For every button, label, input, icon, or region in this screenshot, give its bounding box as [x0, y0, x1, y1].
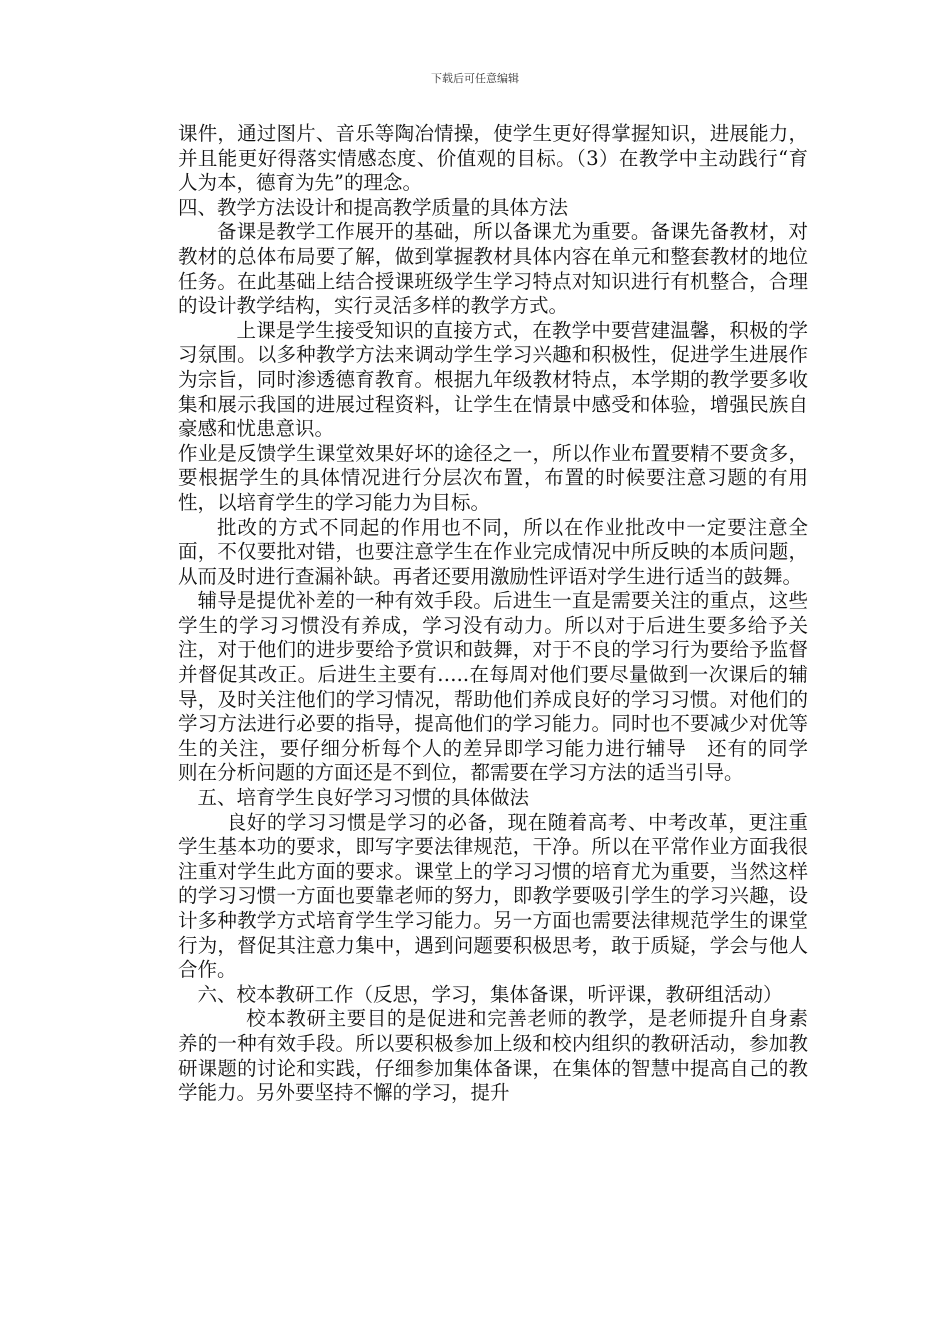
section-heading-4: 四、教学方法设计和提高教学质量的具体方法 [178, 195, 569, 219]
paragraph-grading: 批改的方式不同起的作用也不同，所以在作业批改中一定要注意全面，不仅要批对错，也要注意学生在作业完成情况中所反映的本质问题，从而及时进行查漏补缺。再者还要用激励性评语对学生进行适当的鼓舞。 [178, 515, 808, 588]
document-body [178, 122, 828, 1106]
paragraph-homework: 作业是反馈学生课堂效果好坏的途径之一，所以作业布置要精不要贪多，要根据学生的具体情况进行分层次布置，布置的时候要注意习题的有用性，以培育学生的学习能力为目标。 [178, 441, 808, 514]
paragraph-class: 上课是学生接受知识的直接方式，在教学中要营建温馨，积极的学习氛围。以多种教学方法来调动学生学习兴趣和积极性，促进学生进展作为宗旨，同时渗透德育教育。根据九年级教材特点，本学期的教学要多收集和展示我国的进展过程资料，让学生在情景中感受和体验，增强民族自豪感和忧患意识。 [178, 318, 808, 441]
paragraph-research: 校本教研主要目的是促进和完善老师的教学，是老师提升自身素养的一种有效手段。所以要积极参加上级和校内组织的教研活动，参加教研课题的讨论和实践，仔细参加集体备课，在集体的智慧中提高自己的教学能力。另外要坚持不懈的学习，提升 [178, 1007, 808, 1105]
page-header: 下载后可任意编辑 [431, 72, 519, 85]
paragraph-tutoring: 辅导是提优补差的一种有效手段。后进生一直是需要关注的重点，这些学生的学习习惯没有养成，学习没有动力。所以对于后进生要多给予关注，对于他们的进步要给予赏识和鼓舞，对于不良的学习行为要给予监督并督促其改正。后进生主要有…..在每周对他们要尽量做到一次课后的辅导，及时关注他们的学习情况，帮助他们养成良好的学习习惯。对他们的学习方法进行必要的指导，提高他们的学习能力。同时也不要减少对优等生的关注，要仔细分析每个人的差异即学习能力进行辅导 还有的同学 则在分析问题的方面还是不到位，都需要在学习方法的适当引导。 [178, 589, 828, 785]
paragraph-lesson-prep: 备课是教学工作展开的基础，所以备课尤为重要。备课先备教材，对教材的总体布局要了解，做到掌握教材具体内容在单元和整套教材的地位任务。在此基础上结合授课班级学生学习特点对知识进行有机整合，合理的设计教学结构，实行灵活多样的教学方式。 [178, 220, 808, 318]
paragraph-1: 课件，通过图片、音乐等陶冶情操，使学生更好得掌握知识，进展能力，并且能更好得落实情感态度、价值观的目标。（3）在教学中主动践行“育人为本，德育为先”的理念。 [178, 122, 808, 195]
section-heading-5: 五、培育学生良好学习习惯的具体做法 [197, 786, 530, 810]
paragraph-habits: 良好的学习习惯是学习的必备，现在随着高考、中考改革，更注重学生基本功的要求，即写字要法律规范，干净。所以在平常作业方面我很注重对学生此方面的要求。课堂上的学习习惯的培育尤为重要，当然这样的学习习惯一方面也要靠老师的努力，即教学要吸引学生的学习兴趣，设计多种教学方式培育学生学习能力。另一方面也需要法律规范学生的课堂行为，督促其注意力集中，遇到问题要积极思考，敢于质疑，学会与他人合作。 [178, 810, 808, 982]
section-heading-6: 六、校本教研工作（反思，学习，集体备课，听评课，教研组活动） [197, 982, 783, 1006]
